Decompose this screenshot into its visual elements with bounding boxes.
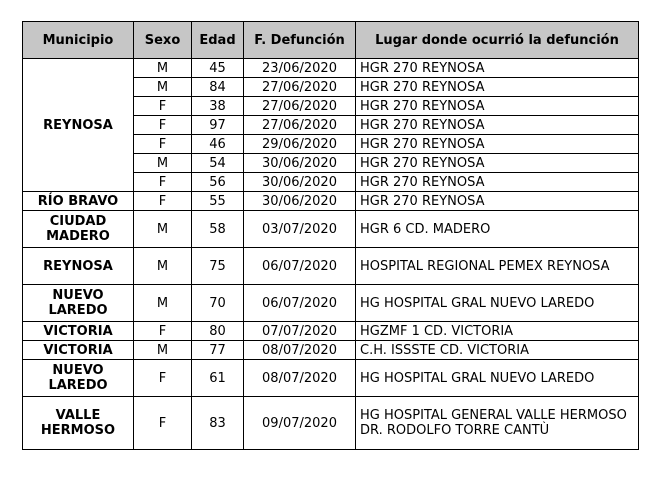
fecha-cell: 27/06/2020 <box>244 78 356 97</box>
lugar-cell: C.H. ISSSTE CD. VICTORIA <box>356 341 639 360</box>
municipio-cell: NUEVO LAREDO <box>23 285 134 322</box>
table-row <box>23 248 639 285</box>
fecha-cell: 08/07/2020 <box>244 360 356 397</box>
table-row <box>23 397 639 450</box>
table-row <box>23 285 639 322</box>
edad-cell: 84 <box>192 78 244 97</box>
fecha-cell: 27/06/2020 <box>244 97 356 116</box>
lugar-cell: HGR 6 CD. MADERO <box>356 211 639 248</box>
municipio-cell: REYNOSA <box>23 59 134 192</box>
lugar-cell: HGR 270 REYNOSA <box>356 135 639 154</box>
sexo-cell: F <box>134 135 192 154</box>
edad-cell: 80 <box>192 322 244 341</box>
lugar-cell: HGR 270 REYNOSA <box>356 192 639 211</box>
sexo-cell: F <box>134 322 192 341</box>
sexo-cell: F <box>134 97 192 116</box>
municipio-cell: RÍO BRAVO <box>23 192 134 211</box>
header-sexo: Sexo <box>134 22 192 59</box>
edad-cell: 70 <box>192 285 244 322</box>
edad-cell: 97 <box>192 116 244 135</box>
lugar-cell: HOSPITAL REGIONAL PEMEX REYNOSA <box>356 248 639 285</box>
fecha-cell: 06/07/2020 <box>244 285 356 322</box>
lugar-cell: HG HOSPITAL GRAL NUEVO LAREDO <box>356 360 639 397</box>
table-header <box>23 22 639 59</box>
header-edad: Edad <box>192 22 244 59</box>
table-row <box>23 360 639 397</box>
header-fecha: F. Defunción <box>244 22 356 59</box>
lugar-cell: HGR 270 REYNOSA <box>356 59 639 78</box>
municipio-cell: VICTORIA <box>23 341 134 360</box>
fecha-cell: 27/06/2020 <box>244 116 356 135</box>
table-row <box>23 192 639 211</box>
edad-cell: 46 <box>192 135 244 154</box>
sexo-cell: M <box>134 154 192 173</box>
lugar-cell: HGR 270 REYNOSA <box>356 173 639 192</box>
fecha-cell: 30/06/2020 <box>244 192 356 211</box>
sexo-cell: F <box>134 116 192 135</box>
edad-cell: 61 <box>192 360 244 397</box>
sexo-cell: M <box>134 285 192 322</box>
municipio-cell: VALLE HERMOSO <box>23 397 134 450</box>
fecha-cell: 03/07/2020 <box>244 211 356 248</box>
lugar-cell: HG HOSPITAL GENERAL VALLE HERMOSO DR. RODOLFO TORRE CANTÙ <box>356 397 639 450</box>
edad-cell: 58 <box>192 211 244 248</box>
header-row <box>23 22 639 59</box>
table-row <box>23 322 639 341</box>
table-row <box>23 59 639 78</box>
municipio-cell: REYNOSA <box>23 248 134 285</box>
fecha-cell: 29/06/2020 <box>244 135 356 154</box>
sexo-cell: F <box>134 397 192 450</box>
header-lugar: Lugar donde ocurrió la defunción <box>356 22 639 59</box>
fecha-cell: 30/06/2020 <box>244 173 356 192</box>
sexo-cell: F <box>134 173 192 192</box>
edad-cell: 45 <box>192 59 244 78</box>
lugar-cell: HGR 270 REYNOSA <box>356 116 639 135</box>
lugar-cell: HGR 270 REYNOSA <box>356 97 639 116</box>
municipio-cell: NUEVO LAREDO <box>23 360 134 397</box>
sexo-cell: M <box>134 341 192 360</box>
municipio-cell: VICTORIA <box>23 322 134 341</box>
lugar-cell: HGR 270 REYNOSA <box>356 154 639 173</box>
edad-cell: 54 <box>192 154 244 173</box>
lugar-cell: HGZMF 1 CD. VICTORIA <box>356 322 639 341</box>
edad-cell: 55 <box>192 192 244 211</box>
sexo-cell: F <box>134 360 192 397</box>
lugar-cell: HG HOSPITAL GRAL NUEVO LAREDO <box>356 285 639 322</box>
fecha-cell: 07/07/2020 <box>244 322 356 341</box>
fecha-cell: 06/07/2020 <box>244 248 356 285</box>
table-body <box>23 59 639 450</box>
edad-cell: 83 <box>192 397 244 450</box>
edad-cell: 38 <box>192 97 244 116</box>
sexo-cell: M <box>134 211 192 248</box>
header-municipio: Municipio <box>23 22 134 59</box>
fecha-cell: 23/06/2020 <box>244 59 356 78</box>
lugar-cell: HGR 270 REYNOSA <box>356 78 639 97</box>
fecha-cell: 09/07/2020 <box>244 397 356 450</box>
fecha-cell: 30/06/2020 <box>244 154 356 173</box>
sexo-cell: M <box>134 59 192 78</box>
edad-cell: 77 <box>192 341 244 360</box>
table-row <box>23 341 639 360</box>
table-row <box>23 211 639 248</box>
deaths-table <box>22 21 639 450</box>
municipio-cell: CIUDAD MADERO <box>23 211 134 248</box>
sexo-cell: F <box>134 192 192 211</box>
edad-cell: 56 <box>192 173 244 192</box>
edad-cell: 75 <box>192 248 244 285</box>
sexo-cell: M <box>134 248 192 285</box>
fecha-cell: 08/07/2020 <box>244 341 356 360</box>
sexo-cell: M <box>134 78 192 97</box>
